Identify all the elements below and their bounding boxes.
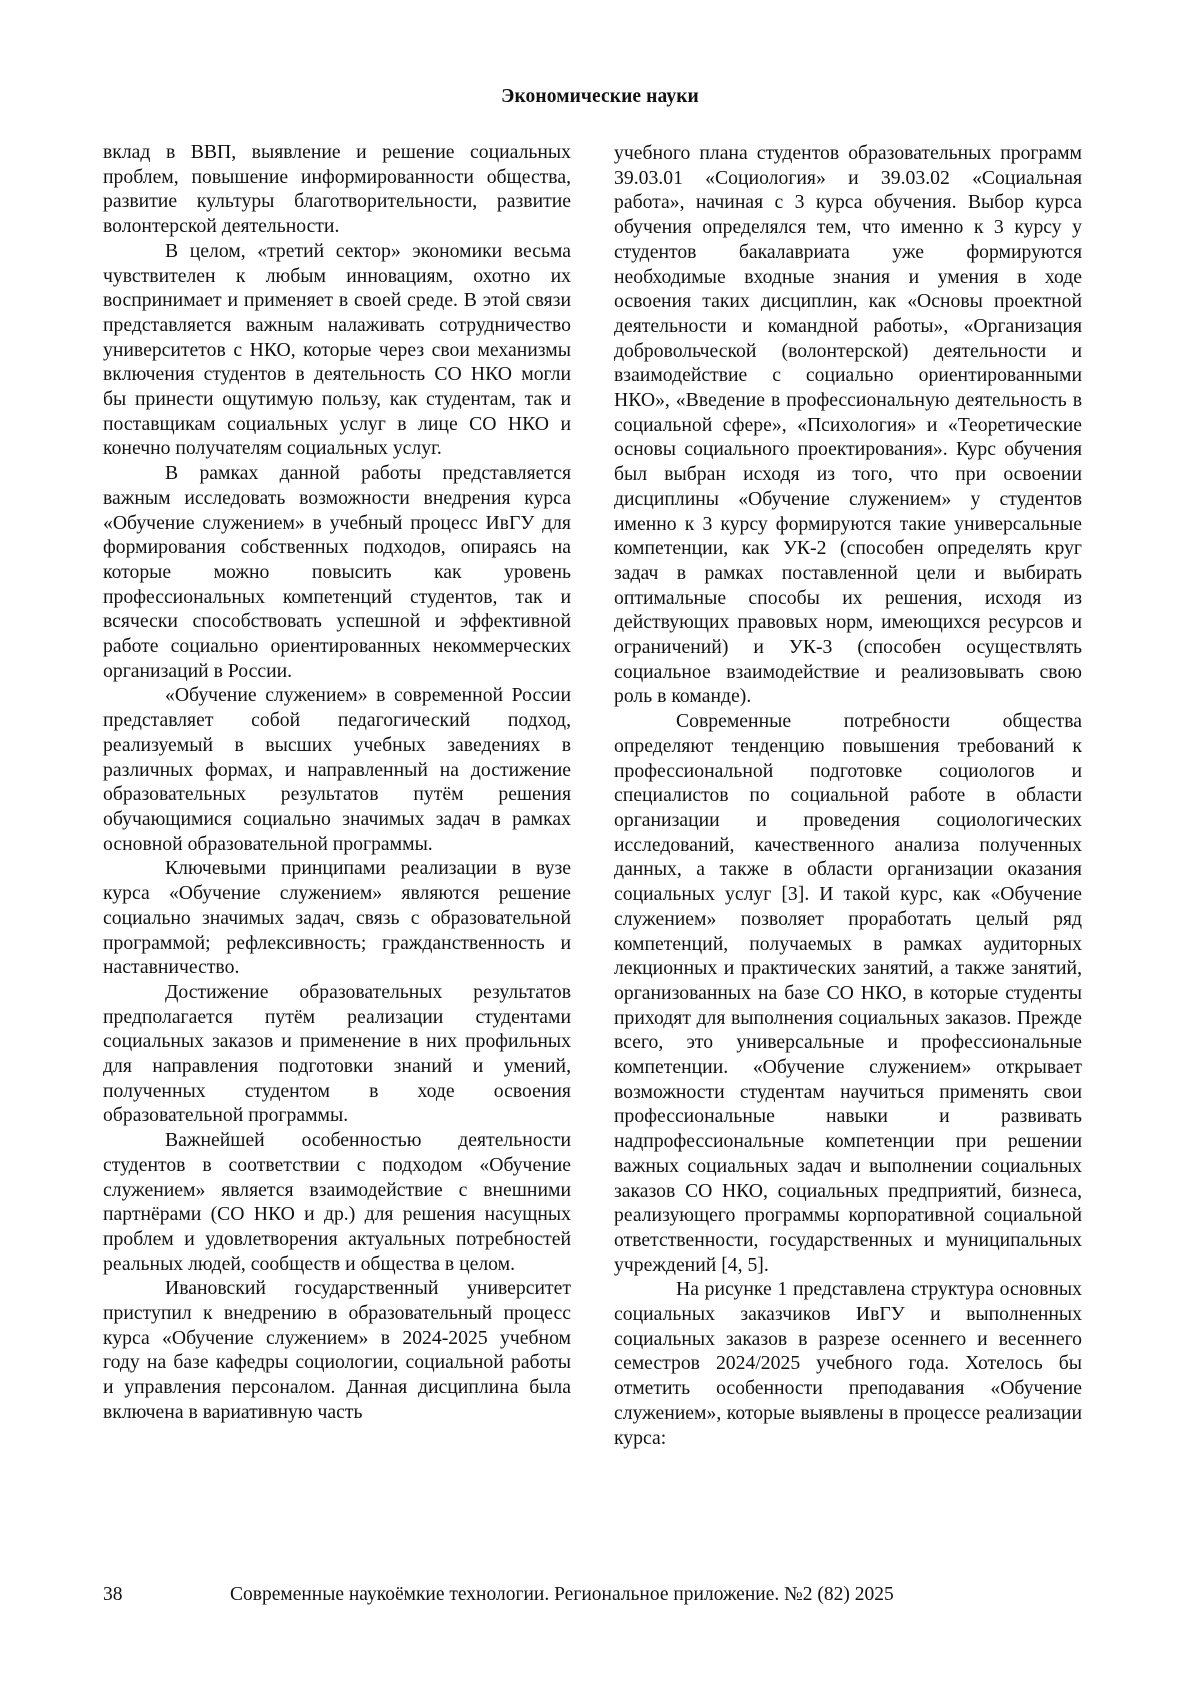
paragraph: учебного плана студентов образовательных программ 39.03.01 «Социология» и 39.03.02 «Социальная работа», начиная с 3 курса обучения. Выбор курса обучения определялся тем, что именно к 3 курсу у студентов бакалавриата уже формируются необходимые входные знания и умения в ходе освоения таких дисциплин, как «Основы проектной деятельности и командной работы», «Организация добровольческой (волонтерской) деятельности и взаимодействие с социально ориентированными НКО», «Введение в профессиональную деятельность в социальной сфере», «Психология» и «Теоретические основы социального проектирования». Курс обучения был выбран исходя из того, что при освоении дисциплины «Обучение служением» у студентов именно к 3 курсу формируются такие универсальные компетенции, как УК-2 (способен определять круг задач в рамках поставленной цели и выбирать оптимальные способы их решения, исходя из действующих правовых норм, имеющихся ресурсов и ограничений) и УК-3 (способен осуществлять социальное взаимодействие и реализовывать свою роль в команде).: [614, 142, 1082, 708]
paragraph: Современные потребности общества определяют тенденцию повышения требований к профессиональной подготовке социологов и специалистов по социальной работе в области организации и проведения социологических исследований, качественного анализа полученных данных, а также в области организации оказания социальных услуг [3]. И такой курс, как «Обучение служением» позволяет проработать целый ряд компетенций, получаемых в рамках аудиторных лекционных и практических занятий, а также занятий, организованных на базе СО НКО, в которые студенты приходят для выполнения социальных заказов. Прежде всего, это универсальные и профессиональные компетенции. «Обучение служением» открывает возможности студентам научиться применять свои профессиональные навыки и развивать надпрофессиональные компетенции при решении важных социальных задач и выполнении социальных заказов СО НКО, социальных предприятий, бизнеса, реализующего программы корпоративной социальной ответственности, государственных и муниципальных учреждений [4, 5].: [614, 710, 1082, 1276]
paragraph: Ивановский государственный университет приступил к внедрению в образовательный процесс курса «Обучение служением» в 2024-2025 учебном году на базе кафедры социологии, социальной работы и управления персоналом. Данная дисциплина была включена в вариативную часть: [103, 1277, 571, 1423]
page-number: 38: [103, 1584, 123, 1605]
paragraph: В рамках данной работы представляется важным исследовать возможности внедрения курса «Обучение служением» в учебный процесс ИвГУ для формирования собственных подходов, опираясь на которые можно повысить как уровень профессиональных компетенций студентов, так и всячески способствовать успешной и эффективной работе социально ориентированных некоммерческих организаций в России.: [103, 462, 571, 682]
paragraph: «Обучение служением» в современной России представляет собой педагогический подход, реализуемый в высших учебных заведениях в различных формах, и направленный на достижение образовательных результатов путём решения обучающимися социально значимых задач в рамках основной образовательной программы.: [103, 684, 571, 855]
paragraph: В целом, «третий сектор» экономики весьма чувствителен к любым инновациям, охотно их воспринимает и применяет в своей среде. В этой связи представляется важным налаживать сотрудничество университетов с НКО, которые через свои механизмы включения студентов в деятельность СО НКО могли бы принести ощутимую пользу, как студентам, так и поставщикам социальных услуг в лице СО НКО и конечно получателям социальных услуг.: [103, 239, 571, 460]
journal-title: Современные наукоёмкие технологии. Региональное приложение. №2 (82) 2025: [230, 1584, 894, 1605]
paragraph: Достижение образовательных результатов предполагается путём реализации студентами социальных заказов и применение в них профильных для направления подготовки знаний и умений, полученных студентом в ходе освоения образовательной программы.: [103, 980, 571, 1127]
paragraph: вклад в ВВП, выявление и решение социальных проблем, повышение информированности общества, развитие культуры благотворительности, развитие волонтерской деятельности.: [103, 141, 571, 238]
paragraph: На рисунке 1 представлена структура основных социальных заказчиков ИвГУ и выполненных социальных заказов в разрезе осеннего и весеннего семестров 2024/2025 учебного года. Хотелось бы отметить особенности преподавания «Обучение служением», которые выявлены в процессе реализации курса:: [614, 1278, 1082, 1449]
right-column: [614, 141, 1082, 1450]
paragraph: Важнейшей особенностью деятельности студентов в соответствии с подходом «Обучение служением» является взаимодействие с внешними партнёрами (СО НКО и др.) для решения насущных проблем и удовлетворения актуальных потребностей реальных людей, сообществ и общества в целом.: [103, 1129, 571, 1275]
section-title: Экономические науки: [501, 86, 699, 107]
left-column: [103, 140, 571, 1425]
paragraph: Ключевыми принципами реализации в вузе курса «Обучение служением» являются решение социально значимых задач, связь с образовательной программой; рефлексивность; гражданственность и наставничество.: [103, 857, 571, 979]
